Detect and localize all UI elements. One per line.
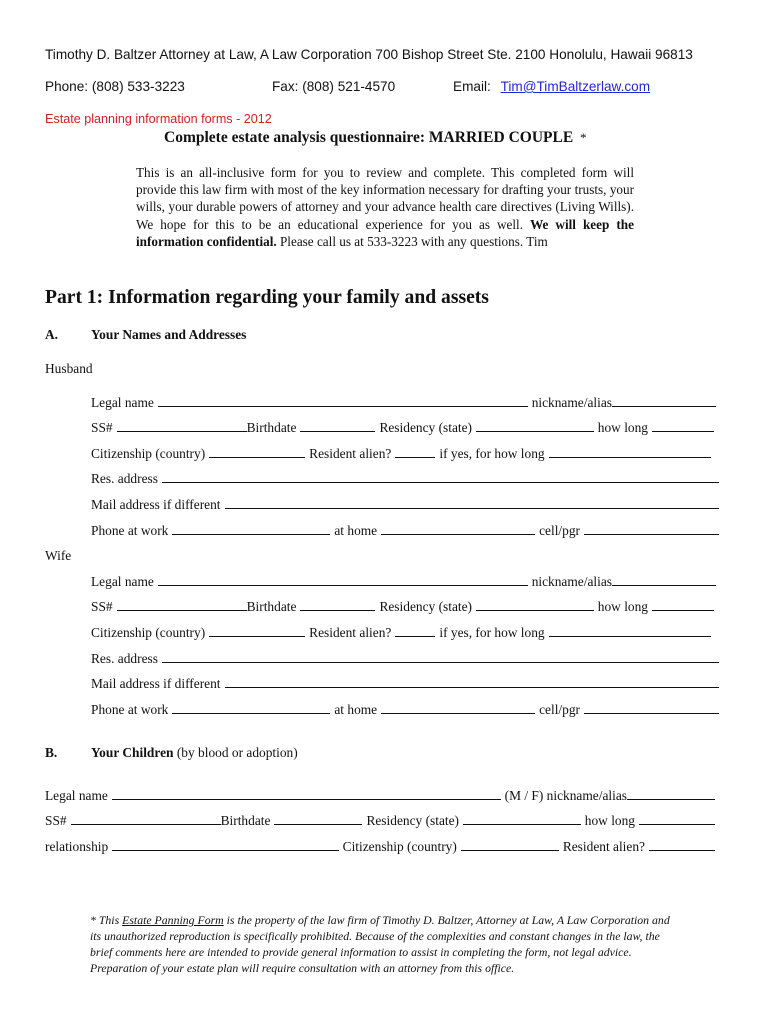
husband-ss-field[interactable] [117, 420, 247, 432]
at-home-label: at home [334, 702, 378, 717]
legal-name-label: Legal name [91, 574, 154, 589]
wife-residency-field[interactable] [476, 599, 594, 611]
nickname-label: nickname/alias [531, 395, 612, 410]
firm-phone: Phone: (808) 533-3223 [45, 79, 185, 94]
intro-text: This is an all-inclusive form for you to review and complete. This completed form will provide this law firm with most of the key information necessary for drafting your trusts, your wills, your durable powers of attorney and your advance health care directives (Living Wills). We hope for this to be an educational experience for you as well. [136, 165, 634, 232]
intro-confidential: We will keep the information confidential. [136, 216, 634, 249]
section-b-letter: B. [45, 745, 58, 760]
husband-legal-name-field[interactable] [158, 395, 528, 407]
child-relationship-row [45, 839, 715, 855]
res-address-label: Res. address [91, 471, 158, 486]
wife-how-long-field[interactable] [652, 599, 714, 611]
child-how-long-field[interactable] [639, 813, 715, 825]
wife-resident-alien-field[interactable] [395, 625, 435, 637]
husband-label: Husband [45, 361, 93, 376]
residency-label: Residency (state) [379, 599, 473, 614]
husband-resident-alien-field[interactable] [395, 446, 435, 458]
wife-mail-address-field[interactable] [225, 676, 719, 688]
mf-nickname-label: (M / F) nickname/alias [504, 788, 627, 803]
wife-cell-field[interactable] [584, 702, 719, 714]
child-ss-row [45, 813, 715, 829]
wife-ss-row [91, 599, 714, 615]
birthdate-label: Birthdate [246, 599, 297, 614]
how-long-label: how long [597, 420, 648, 435]
resident-alien-label: Resident alien? [562, 839, 645, 854]
wife-phone-work-field[interactable] [172, 702, 330, 714]
resident-alien-label: Resident alien? [309, 625, 392, 640]
forms-note: Estate planning information forms - 2012 [45, 112, 272, 126]
phone-work-label: Phone at work [91, 523, 169, 538]
wife-legal-name-field[interactable] [158, 574, 528, 586]
mail-address-label: Mail address if different [91, 676, 221, 691]
footer-disclaimer [90, 912, 680, 976]
husband-name-row [91, 395, 716, 411]
wife-alien-duration-field[interactable] [549, 625, 711, 637]
husband-residency-field[interactable] [476, 420, 594, 432]
birthdate-label: Birthdate [220, 813, 271, 828]
page-title [164, 129, 587, 147]
wife-phone-home-field[interactable] [381, 702, 535, 714]
how-long-label: how long [597, 599, 648, 614]
resident-alien-label: Resident alien? [309, 446, 392, 461]
husband-phone-row [91, 523, 719, 539]
mail-address-label: Mail address if different [91, 497, 221, 512]
husband-alien-duration-field[interactable] [549, 446, 711, 458]
child-relationship-field[interactable] [112, 839, 338, 851]
phone-work-label: Phone at work [91, 702, 169, 717]
wife-ss-field[interactable] [117, 599, 247, 611]
section-a-letter: A. [45, 327, 59, 342]
citizenship-label: Citizenship (country) [342, 839, 457, 854]
title-text: Complete estate analysis questionnaire: MARRIED COUPLE [164, 129, 574, 146]
child-name-row [45, 788, 715, 804]
ss-label: SS# [45, 813, 67, 828]
residency-label: Residency (state) [379, 420, 473, 435]
wife-citizenship-row [91, 625, 711, 641]
footer-body: is the property of the law firm of Timothy D. Baltzer, Attorney at Law, A Law Corporation and its unauthorized reproduction is specifically prohibited. Because of the complexities and constant changes in the law, the brief comments here are intended to provide general information to assist in completing the form, not legal advice. Preparation of your estate plan will require consultation with an attorney from this office. [90, 913, 670, 975]
wife-mail-address-row [91, 676, 719, 692]
intro-tail: Please call us at 533-3223 with any questions. Tim [276, 233, 548, 249]
section-b-subtitle: (by blood or adoption) [173, 745, 298, 760]
child-citizenship-field[interactable] [461, 839, 559, 851]
legal-name-label: Legal name [45, 788, 108, 803]
intro-paragraph [136, 164, 634, 250]
section-a-title: Your Names and Addresses [91, 327, 247, 342]
if-yes-label: if yes, for how long [439, 625, 545, 640]
husband-ss-row [91, 420, 714, 436]
firm-fax: Fax: (808) 521-4570 [272, 79, 396, 94]
husband-res-address-row [91, 471, 719, 487]
section-b-title [91, 745, 298, 761]
husband-citizenship-field[interactable] [209, 446, 305, 458]
husband-cell-field[interactable] [584, 523, 719, 535]
email-label: Email: [453, 79, 491, 94]
birthdate-label: Birthdate [246, 420, 297, 435]
child-resident-alien-field[interactable] [649, 839, 715, 851]
husband-phone-work-field[interactable] [172, 523, 330, 535]
legal-name-label: Legal name [91, 395, 154, 410]
at-home-label: at home [334, 523, 378, 538]
husband-birthdate-field[interactable] [300, 420, 375, 432]
citizenship-label: Citizenship (country) [91, 625, 206, 640]
husband-nickname-field[interactable] [612, 395, 716, 407]
res-address-label: Res. address [91, 651, 158, 666]
ss-label: SS# [91, 420, 113, 435]
how-long-label: how long [584, 813, 635, 828]
wife-birthdate-field[interactable] [300, 599, 375, 611]
wife-citizenship-field[interactable] [209, 625, 305, 637]
cell-label: cell/pgr [539, 523, 580, 538]
footer-lead: * This [90, 913, 123, 927]
firm-address-line: Timothy D. Baltzer Attorney at Law, A Law Corporation 700 Bishop Street Ste. 2100 Honolulu, Hawaii 96813 [45, 47, 693, 62]
wife-nickname-field[interactable] [612, 574, 716, 586]
wife-name-row [91, 574, 716, 590]
title-asterisk: * [580, 130, 587, 145]
husband-mail-address-field[interactable] [225, 497, 719, 509]
cell-label: cell/pgr [539, 702, 580, 717]
husband-phone-home-field[interactable] [381, 523, 535, 535]
email-link[interactable]: Tim@TimBaltzerlaw.com [500, 79, 651, 94]
husband-mail-address-row [91, 497, 719, 513]
husband-citizenship-row [91, 446, 711, 462]
footer-form-name: Estate Panning Form [122, 913, 224, 927]
part1-heading: Part 1: Information regarding your family and assets [45, 287, 489, 308]
nickname-label: nickname/alias [531, 574, 612, 589]
wife-res-address-row [91, 651, 719, 667]
section-b-title-text: Your Children [91, 745, 174, 760]
child-residency-field[interactable] [463, 813, 581, 825]
wife-res-address-field[interactable] [162, 651, 719, 663]
husband-res-address-field[interactable] [162, 471, 719, 483]
wife-label: Wife [45, 548, 72, 563]
residency-label: Residency (state) [366, 813, 460, 828]
wife-phone-row [91, 702, 719, 718]
child-birthdate-field[interactable] [274, 813, 362, 825]
child-nickname-field[interactable] [627, 788, 715, 800]
husband-how-long-field[interactable] [652, 420, 714, 432]
ss-label: SS# [91, 599, 113, 614]
relationship-label: relationship [45, 839, 109, 854]
if-yes-label: if yes, for how long [439, 446, 545, 461]
child-legal-name-field[interactable] [112, 788, 501, 800]
child-ss-field[interactable] [71, 813, 221, 825]
citizenship-label: Citizenship (country) [91, 446, 206, 461]
firm-email [453, 79, 650, 94]
